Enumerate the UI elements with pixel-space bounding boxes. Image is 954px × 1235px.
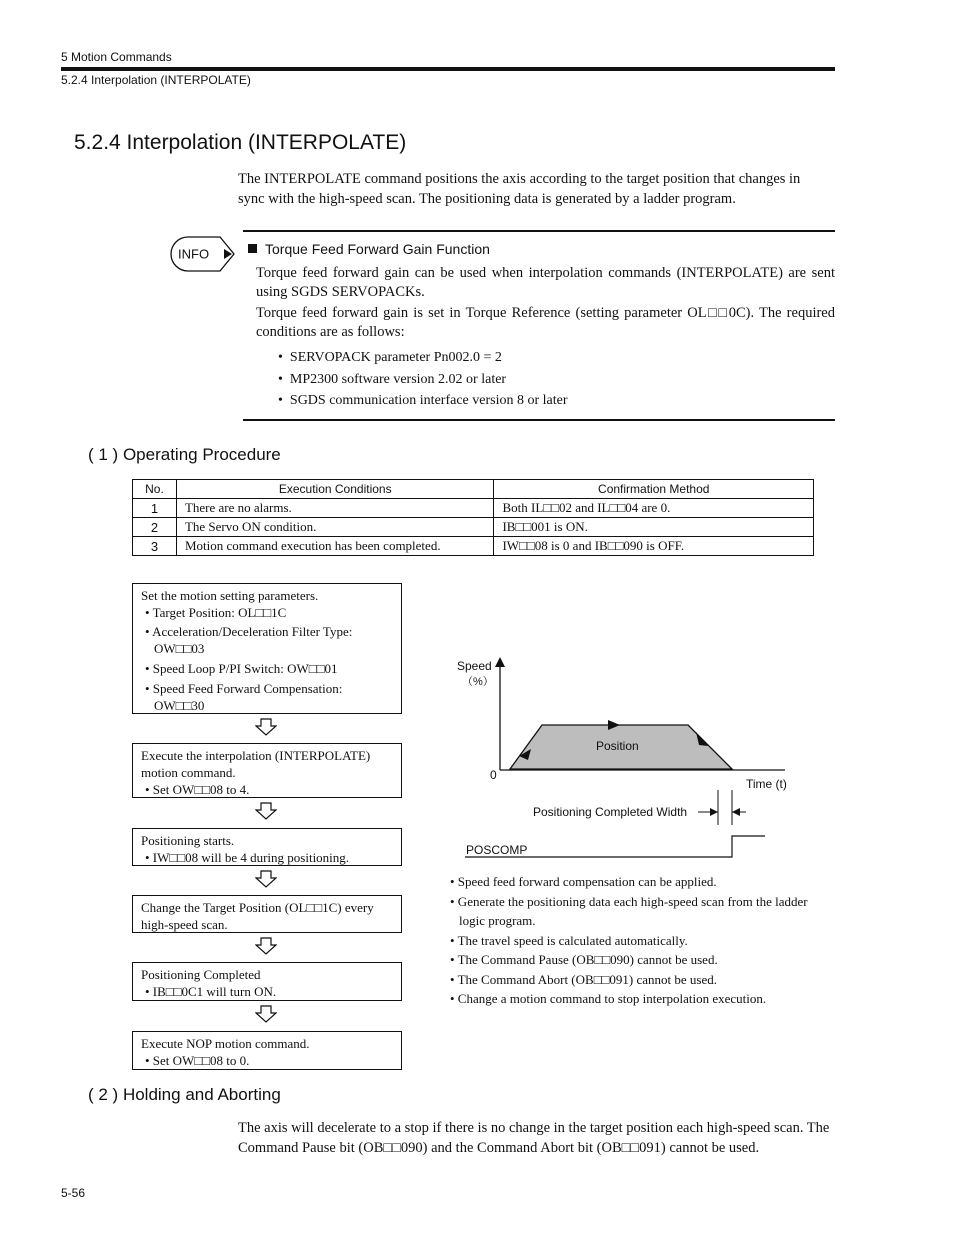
page-number: 5-56: [61, 1186, 86, 1200]
info-top-rule: [243, 230, 835, 232]
flow-arrow-icon: [255, 870, 277, 888]
info-heading: [248, 241, 490, 257]
table-cell: IW□□08 is 0 and IB□□090 is OFF.: [494, 537, 814, 556]
section-heading-operating-procedure: ( 1 ) Operating Procedure: [88, 445, 281, 464]
origin-label: 0: [490, 768, 497, 782]
list-item-continued: logic program.: [459, 913, 536, 928]
column-header: Execution Conditions: [176, 480, 493, 499]
holding-aborting-paragraph: The axis will decelerate to a stop if there is no change in the target position each high-speed scan. The Command Pause bit (OB□□090) and the Command Abort bit (OB□□091) cannot be used.: [238, 1120, 830, 1156]
info-paragraph-1: Torque feed forward gain can be used when interpolation commands (INTERPOLATE) are sent using SGDS SERVOPACKs.: [256, 265, 835, 300]
list-item: • Generate the positioning data each high-speed scan from the ladder: [450, 893, 808, 909]
info-paragraph-2: Torque feed forward gain is set in Torque Reference (setting parameter OL□□0C). The required conditions are as follows:: [256, 305, 835, 340]
info-conditions-list: [278, 347, 568, 412]
table-row: [133, 537, 814, 556]
list-item: • The travel speed is calculated automatically.: [450, 932, 688, 948]
poscomp-label: POSCOMP: [466, 843, 528, 857]
pcw-left-arrow-icon: [710, 808, 718, 816]
flow-arrow-icon: [255, 937, 277, 955]
table-cell: 2: [133, 518, 177, 537]
intro-paragraph: The INTERPOLATE command positions the axis according to the target position that changes in sync with the high-speed scan. The positioning data is generated by a ladder program.: [238, 171, 801, 207]
table-cell: The Servo ON condition.: [176, 518, 493, 537]
speed-axis-label: Speed: [457, 659, 492, 673]
time-axis-label: Time (t): [746, 777, 787, 791]
running-header-section: 5.2.4 Interpolation (INTERPOLATE): [61, 73, 251, 87]
info-icon-label: INFO: [178, 246, 210, 262]
table-cell: 1: [133, 499, 177, 518]
flow-arrow-icon: [255, 1005, 277, 1023]
column-header: No.: [133, 480, 177, 499]
table-cell: Motion command execution has been completed.: [176, 537, 493, 556]
execution-conditions-table: [132, 479, 814, 556]
percent-label: （%）: [462, 676, 494, 688]
flow-step-execute-interpolate: Execute the interpolation (INTERPOLATE) motion command. • Set OW□□08 to 4.: [132, 743, 402, 798]
square-bullet-icon: [248, 244, 257, 253]
flow-step-change-target: Change the Target Position (OL□□1C) every high-speed scan.: [132, 895, 402, 933]
speed-profile-diagram: [440, 650, 790, 865]
flow-step-execute-nop: Execute NOP motion command. • Set OW□□08 to 0.: [132, 1031, 402, 1070]
list-item: • SGDS communication interface version 8 or later: [278, 393, 568, 408]
header-rule: [61, 67, 835, 71]
page-title: 5.2.4 Interpolation (INTERPOLATE): [74, 131, 407, 154]
list-item: • The Command Pause (OB□□090) cannot be used.: [450, 952, 718, 967]
flow-step-positioning-starts: Positioning starts. • IW□□08 will be 4 during positioning.: [132, 828, 402, 866]
table-header-row: [133, 480, 814, 499]
table-row: [133, 499, 814, 518]
flow-arrow-icon: [255, 718, 277, 736]
info-heading-text: Torque Feed Forward Gain Function: [265, 241, 490, 257]
info-bottom-rule: [243, 419, 835, 421]
flow-arrow-icon: [255, 802, 277, 820]
speed-axis-arrow-icon: [495, 657, 505, 667]
flow-step-set-parameters: Set the motion setting parameters. • Target Position: OL□□1C • Acceleration/Deceleration Filter Type: OW□□03 • Speed Loop P/PI Switch: OW□□01 • Speed Feed Forward Compensation: OW□□30: [132, 583, 402, 714]
list-item: • MP2300 software version 2.02 or later: [278, 371, 507, 387]
table-cell: IB□□001 is ON.: [494, 518, 814, 537]
procedure-notes: [450, 872, 808, 1009]
column-header: Confirmation Method: [494, 480, 814, 499]
table-cell: There are no alarms.: [176, 499, 493, 518]
running-header-chapter: 5 Motion Commands: [61, 50, 172, 64]
section-heading-holding-aborting: ( 2 ) Holding and Aborting: [88, 1085, 281, 1104]
list-item: • SERVOPACK parameter Pn002.0 = 2: [278, 350, 502, 365]
list-item: • Change a motion command to stop interpolation execution.: [450, 991, 767, 1006]
table-cell: 3: [133, 537, 177, 556]
table-row: [133, 518, 814, 537]
positioning-completed-width-label: Positioning Completed Width: [533, 805, 688, 819]
position-label: Position: [596, 739, 639, 753]
info-icon: [170, 234, 236, 279]
flow-step-positioning-completed: Positioning Completed • IB□□0C1 will turn ON.: [132, 962, 402, 1001]
table-cell: Both IL□□02 and IL□□04 are 0.: [494, 499, 814, 518]
pcw-right-arrow-icon: [732, 808, 740, 816]
list-item: • Speed feed forward compensation can be applied.: [450, 874, 717, 889]
list-item: • The Command Abort (OB□□091) cannot be used.: [450, 971, 717, 987]
